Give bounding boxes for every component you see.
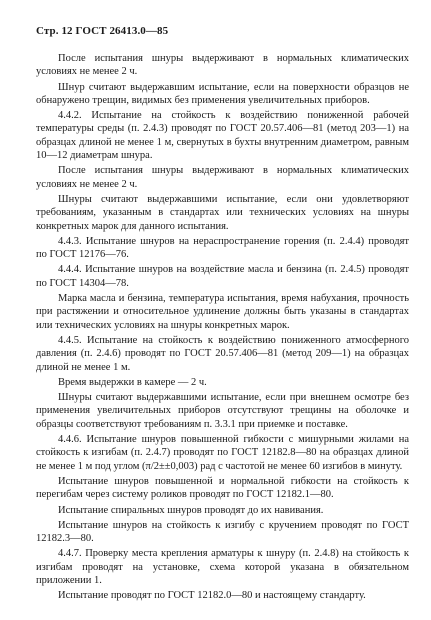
- paragraph: Испытание проводят по ГОСТ 12182.0—80 и настоящему стандарту.: [58, 590, 366, 602]
- paragraph: 4.4.7. Проверку места крепления арматуры к шнуру (п. 2.4.8) на стойкость к изгибам проводят на установке, схема которой указана в обязательном приложении 1.: [36, 548, 409, 586]
- paragraph: Испытание шнуров повышенной и нормальной гибкости на стойкость к перегибам через систему роликов проводят по ГОСТ 12182.1—80.: [36, 475, 409, 501]
- paragraph: Шнуры считают выдержавшими испытание, если при внешнем осмотре без применения увеличительных приборов отсутствуют трещины на оболочке и образцы соответствуют требованиям п. 3.3.1 при приемке и поставке.: [36, 392, 409, 430]
- document-body: [36, 52, 409, 603]
- paragraph: Марка масла и бензина, температура испытания, время набухания, прочность при растяжении и относительное удлинение должны быть указаны в стандартах или технических условиях на шнуры конкретных марок.: [36, 293, 409, 331]
- paragraph: 4.4.6. Испытание шнуров повышенной гибкости с мишурными жилами на стойкость к изгибам (п. 2.4.7) проводят по ГОСТ 12182.8—80 на образцах длиной не менее 1 м под углом (π/2±±0,003) рад с частотой не менее 60 изгибов в минуту.: [36, 434, 409, 472]
- paragraph: Шнур считают выдержавшим испытание, если на поверхности образцов не обнаружено трещин, видимых без применения увеличительных приборов.: [36, 81, 409, 106]
- paragraph: 4.4.4. Испытание шнуров на воздействие масла и бензина (п. 2.4.5) проводят по ГОСТ 14304—78.: [36, 264, 409, 289]
- page-header: [36, 24, 409, 38]
- paragraph: Шнуры считают выдержавшими испытание, если они удовлетворяют требованиям, указанным в стандартах или технических условиях на шнуры конкретных марок для данного испытания.: [36, 193, 409, 232]
- paragraph: Время выдержки в камере — 2 ч.: [58, 376, 207, 388]
- paragraph: После испытания шнуры выдерживают в нормальных климатических условиях не менее 2 ч.: [36, 165, 409, 190]
- paragraph: После испытания шнуры выдерживают в нормальных климатических условиях не менее 2 ч.: [36, 53, 409, 78]
- page-number: Стр. 12: [36, 25, 73, 37]
- paragraph: 4.4.2. Испытание на стойкость к воздействию пониженной рабочей температуры среды (п. 2.4.3) проводят по ГОСТ 20.57.406—81 (метод 203—1) на образцах длиной не менее 1 м, свернутых в бухты внутренним диаметром, равным 10—12 диаметрам шнура.: [36, 110, 409, 162]
- paragraph: Испытание спиральных шнуров проводят до их навивания.: [58, 504, 324, 516]
- paragraph: 4.4.3. Испытание шнуров на нераспространение горения (п. 2.4.4) проводят по ГОСТ 12176—76.: [36, 235, 409, 261]
- standard-code: ГОСТ 26413.0—85: [75, 25, 169, 37]
- paragraph: Испытание шнуров на стойкость к изгибу с кручением проводят по ГОСТ 12182.3—80.: [36, 519, 409, 545]
- paragraph: 4.4.5. Испытание на стойкость к воздействию пониженного атмосферного давления (п. 2.4.6) проводят по ГОСТ 20.57.406—81 (метод 209—1) на образцах длиной не менее 1 м.: [36, 334, 409, 373]
